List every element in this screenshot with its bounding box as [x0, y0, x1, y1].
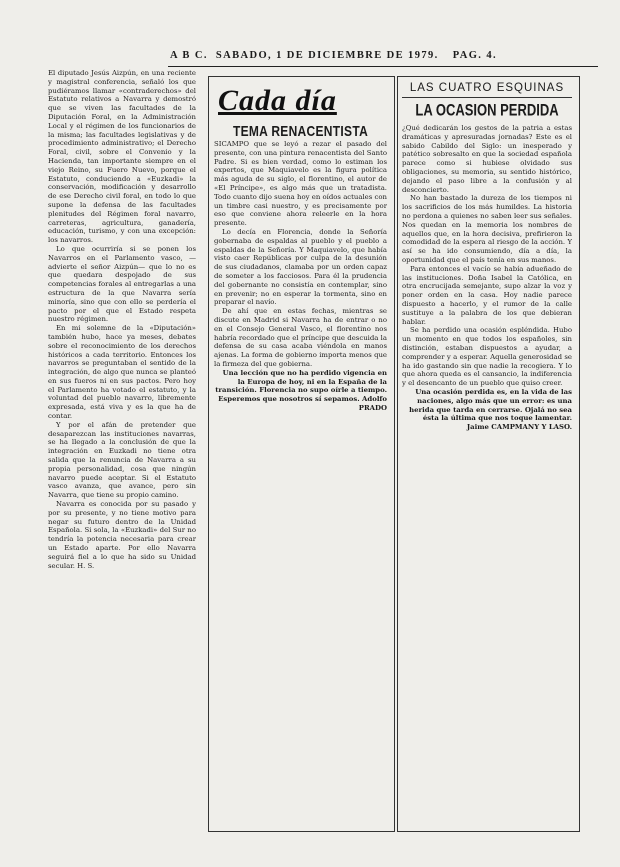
- cuatro-esquinas-body: [402, 124, 572, 830]
- col2-paragraph: SICAMPO que se leyó a rezar el pasado del presente, con una pintura renacentista del Santo Padre. Si es bien verdad, como lo estiman los expertos, que Maquiavelo es la figura política más aguda de su siglo, el florentino, el autor de «El Príncipe», es algo más que un tratadista. Todo cuanto dijo suena hoy en oídos actuales con un timbre casi nuestro, y es precisamente por eso que conviene ahora releerle en la hora presente.: [214, 140, 387, 228]
- col3-paragraph: Se ha perdido una ocasión espléndida. Hubo un momento en que todos los españoles, sin distinción, estaban dispuestos a ayudar, a comprender y a esperar. Aquella generosidad se ha ido gastando sin que nadie la recogiera. Y lo que ahora queda es el cansancio, la indiferencia y el desencanto de un pueblo que quiso creer.: [402, 326, 572, 388]
- cuatro-esquinas-headline: LA OCASION PERDIDA: [415, 99, 559, 120]
- section-header: LAS CUATRO ESQUINAS: [402, 82, 572, 98]
- col1-paragraph: Navarra es conocida por su pasado y por su presente, y no tiene motivo para negar su futuro dentro de la Unidad Española. Si sola, la «Euzkadi» del Sur no tendría la potencia necesaria para crear un Estado aparte. Por ello Navarra seguirá fiel a lo que ha sido su Unidad secular. H. S.: [48, 500, 196, 570]
- col2-paragraph: De ahí que en estas fechas, mientras se discute en Madrid si Navarra ha de entrar o no en el Consejo General Vasco, el florentino nos habría recordado que el príncipe que descuida la defensa de su casa acaba viéndola en manos ajenas. La forma de gobierno importa menos que la firmeza del que gobierna.: [214, 307, 387, 368]
- col2-paragraph: Una lección que no ha perdido vigencia en la Europa de hoy, ni en la España de la transición. Florencia no supo oírle a tiempo. Esperemos que nosotros sí sepamos. Adolfo PRADO: [215, 368, 387, 412]
- col1-paragraph: En mi solemne de la «Diputación» también hubo, hace ya meses, debates sobre el reconocimiento de los derechos históricos a cada territorio. Entonces los navarros se preguntaban el sentido de la integración, de algo que nunca se planteó en sus fueros ni en sus pactos. Pero hoy el Parlamento ha votado el estatuto, y la voluntad del pueblo navarro, libremente expresada, está viva y es la que ha de contar.: [48, 324, 196, 421]
- col3-paragraph: Una ocasión perdida es, en la vida de las naciones, algo más que un error: es una herida que tarda en cerrarse. Ojalá no sea ésta la última que nos toque lamentar. Jaime CAMPMANY Y LASO.: [409, 387, 572, 432]
- masthead-date: SABADO, 1 DE DICIEMBRE DE 1979.: [215, 50, 439, 61]
- article-aizpun-column: [48, 69, 196, 829]
- col3-paragraph: No han bastado la dureza de los tiempos ni los sacrificios de los más humildes. La historia no perdona a quienes no saben leer sus señales. Nos quedan en la memoria los nombres de aquellos que, en la hora decisiva, prefirieron la comodidad de la espera al riesgo de la acción. Y así se ha ido consumiendo, día a día, la oportunidad que el país tenía en sus manos.: [402, 194, 572, 264]
- cada-dia-headline: TEMA RENACENTISTA: [232, 122, 369, 140]
- masthead-paper: A B C.: [170, 50, 208, 61]
- masthead-page-number: PAG. 4.: [452, 50, 497, 61]
- col3-paragraph: Para entonces el vacío se había adueñado de las instituciones. Doña Isabel la Católica, en otra encrucijada semejante, supo alzar la voz y poner orden en la casa. Hoy nadie parece dispuesto a hacerlo, y el rumor de la calle sustituye a la palabra de los que debieran hablar.: [402, 264, 572, 326]
- cada-dia-logo-text: Cada día: [218, 84, 337, 117]
- col1-paragraph: El diputado Jesús Aizpún, en una reciente y magistral conferencia, señaló los que pudiéramos llamar «contraderechos» del Estatuto relativos a Navarra y demostró que se viven las facultades de la Diputación Foral, en la Administración Local y el régimen de los funcionarios de la misma; las facultades legislativas y de procedimiento administrativo; el Derecho Foral, civil, sobre el Convenio y la Hacienda, tan importante siempre en el viejo Reino, su Fuero Nuevo, porque el Estatuto, conduciendo a «Euzkadi» la conservación, modificación y desarrollo de ese Derecho civil foral, en todo lo que supone la defensa de las facultades plenitudes del Régimen foral navarro, carreteras, agricultura, ganadería, educación, turismo, y con una excepción: los navarros.: [48, 69, 196, 245]
- col2-paragraph: Lo decía en Florencia, donde la Señoría gobernaba de espaldas al pueblo y el pueblo a espaldas de la Señoría. Y Maquiavelo, que había visto caer Repúblicas por culpa de la desunión de sus ciudadanos, clamaba por un orden capaz de someter a los facciosos. Para él la prudencia del gobernante no consistía en contemplar, sino en prevenir; no en esperar la tormenta, sino en preparar el navío.: [214, 227, 387, 307]
- masthead: [170, 50, 600, 64]
- cada-dia-logo: [218, 84, 388, 120]
- col1-paragraph: Lo que ocurriría si se ponen los Navarros en el Parlamento vasco, —advierte el señor Aizpún— que lo no es que quedara despojado de sus competencias forales al entregarlas a una estructura de la que Navarra sería minoría, sino que con ello se perdería el pacto por el que el Estado respeta nuestro régimen.: [48, 244, 196, 324]
- col1-paragraph: Y por el afán de pretender que desaparezcan las instituciones navarras, se ha llegado a la conclusión de que la integración en Euzkadi no tiene otra salida que la renuncia de Navarra a su propia personalidad, cosa que ningún navarro puede aceptar. Si el Estatuto vasco avanza, que avance, pero sin Navarra, que tiene su propio camino.: [48, 420, 196, 500]
- cada-dia-body: [214, 140, 387, 830]
- col3-paragraph: ¿Qué dedicarán los gestos de la patria a estas dramáticas y apresuradas jornadas? Este es el sabido Cabildo del Siglo: un inesperado y patético sobresalto en que la sociedad española parece como si hubiese olvidado sus obligaciones, su memoria, su sentido histórico, dejando el paso libre a la confusión y al desconcierto.: [402, 124, 572, 194]
- masthead-rule: [168, 66, 598, 67]
